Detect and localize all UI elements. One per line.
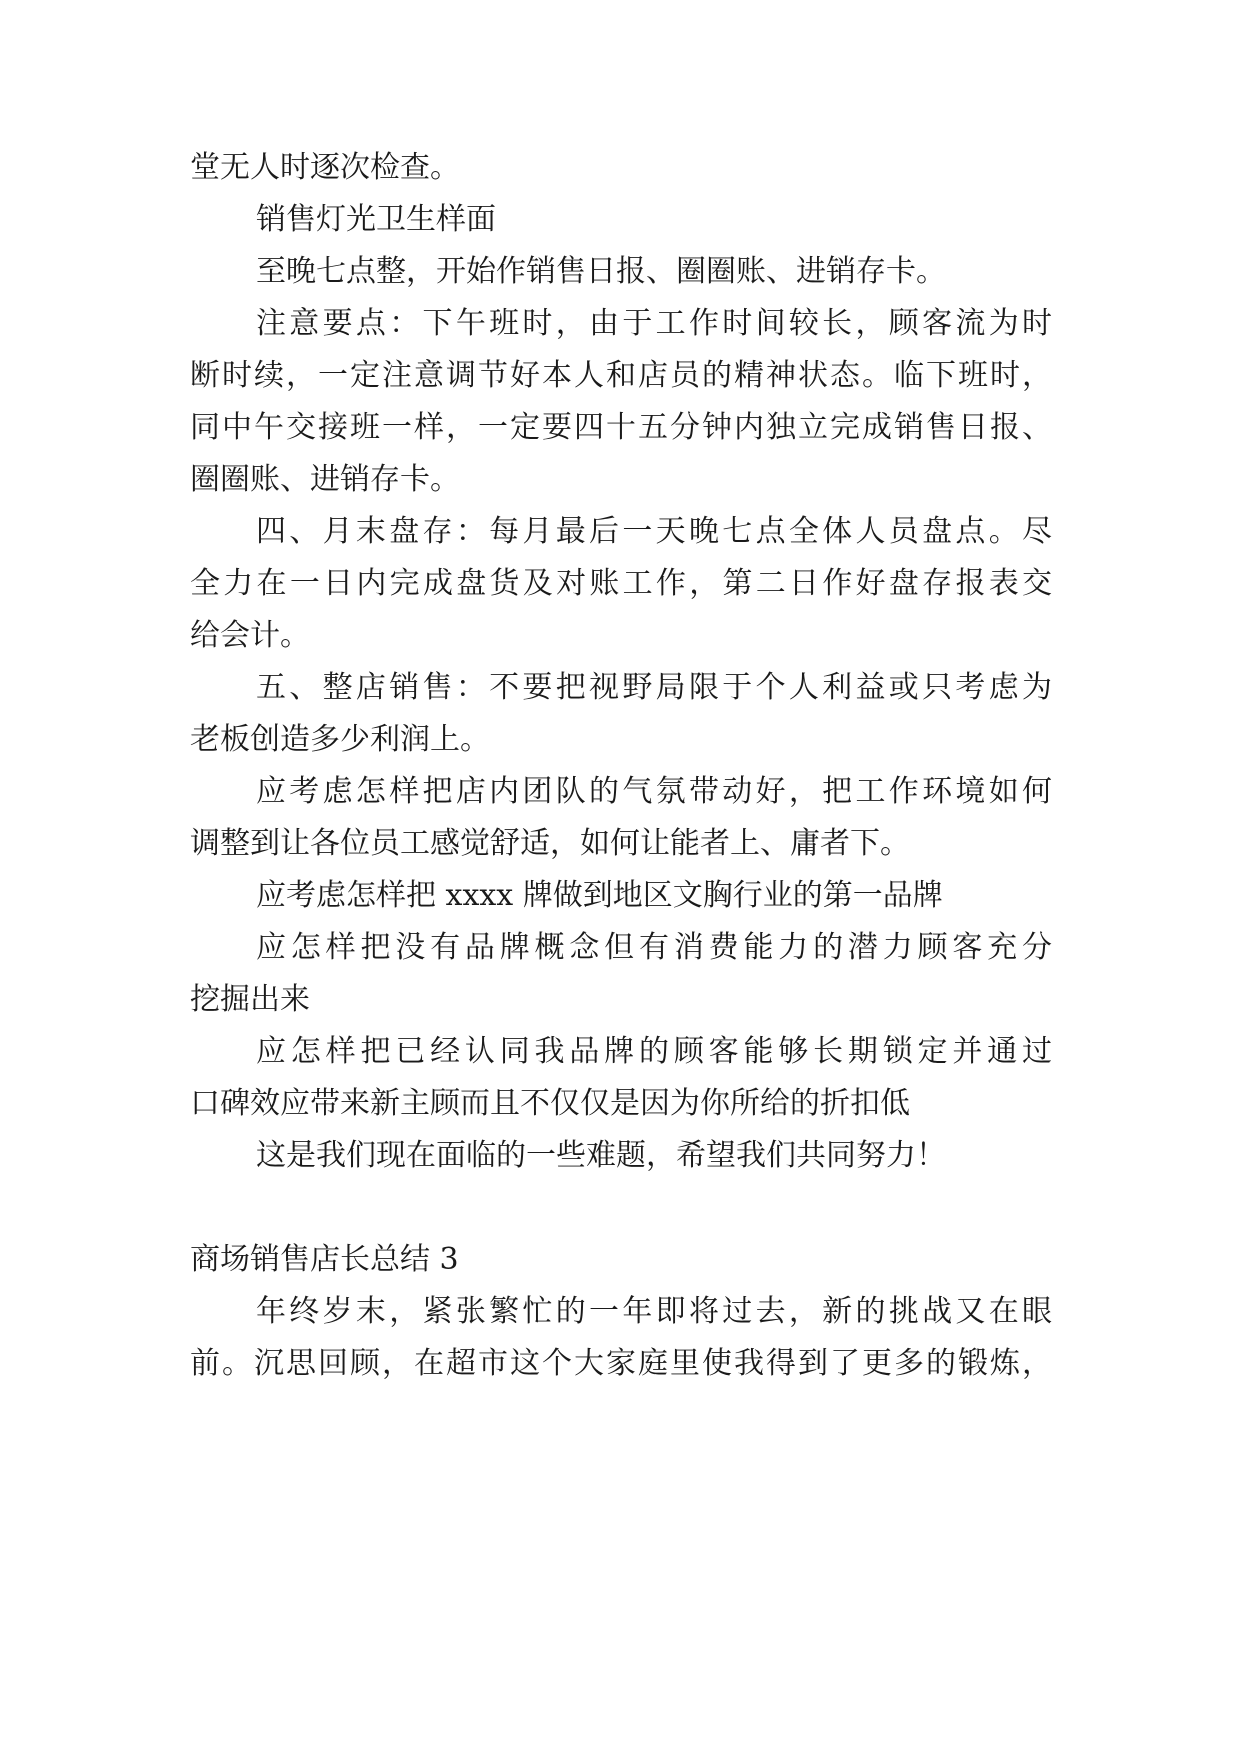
paragraph-line: 应考虑怎样把 xxxx 牌做到地区文胸行业的第一品牌 — [256, 878, 943, 913]
paragraph-line: 注意要点：下午班时，由于工作时间较长，顾客流为时 — [256, 306, 1052, 341]
paragraph-line: 应怎样把没有品牌概念但有消费能力的潜力顾客充分 — [256, 930, 1052, 965]
paragraph-line: 老板创造多少利润上。 — [190, 722, 490, 757]
text-line: 至晚七点整，开始作销售日报、圈圈账、进销存卡。 — [256, 254, 946, 289]
paragraph-line: 四、月末盘存：每月最后一天晚七点全体人员盘点。尽 — [256, 514, 1052, 549]
paragraph-line: 圈圈账、进销存卡。 — [190, 462, 460, 497]
paragraph-line: 断时续，一定注意调节好本人和店员的精神状态。临下班时， — [190, 358, 1052, 393]
paragraph-line: 给会计。 — [190, 618, 310, 653]
paragraph-line: 挖掘出来 — [190, 982, 310, 1017]
paragraph-line: 口碑效应带来新主顾而且不仅仅是因为你所给的折扣低 — [190, 1086, 910, 1121]
paragraph-line: 应怎样把已经认同我品牌的顾客能够长期锁定并通过 — [256, 1034, 1052, 1069]
paragraph-line: 应考虑怎样把店内团队的气氛带动好，把工作环境如何 — [256, 774, 1052, 809]
paragraph-line: 五、整店销售：不要把视野局限于个人利益或只考虑为 — [256, 670, 1052, 705]
paragraph-line: 同中午交接班一样，一定要四十五分钟内独立完成销售日报、 — [190, 410, 1052, 445]
paragraph-line: 调整到让各位员工感觉舒适，如何让能者上、庸者下。 — [190, 826, 910, 861]
section-title: 商场销售店长总结 3 — [190, 1242, 459, 1277]
paragraph-line: 年终岁末，紧张繁忙的一年即将过去，新的挑战又在眼 — [256, 1294, 1052, 1329]
paragraph-line: 这是我们现在面临的一些难题，希望我们共同努力！ — [256, 1138, 946, 1173]
paragraph-line: 前。沉思回顾，在超市这个大家庭里使我得到了更多的锻炼， — [190, 1346, 1052, 1381]
text-line: 堂无人时逐次检查。 — [190, 150, 460, 185]
paragraph-line: 全力在一日内完成盘货及对账工作，第二日作好盘存报表交 — [190, 566, 1052, 601]
section-heading: 销售灯光卫生样面 — [256, 202, 496, 237]
